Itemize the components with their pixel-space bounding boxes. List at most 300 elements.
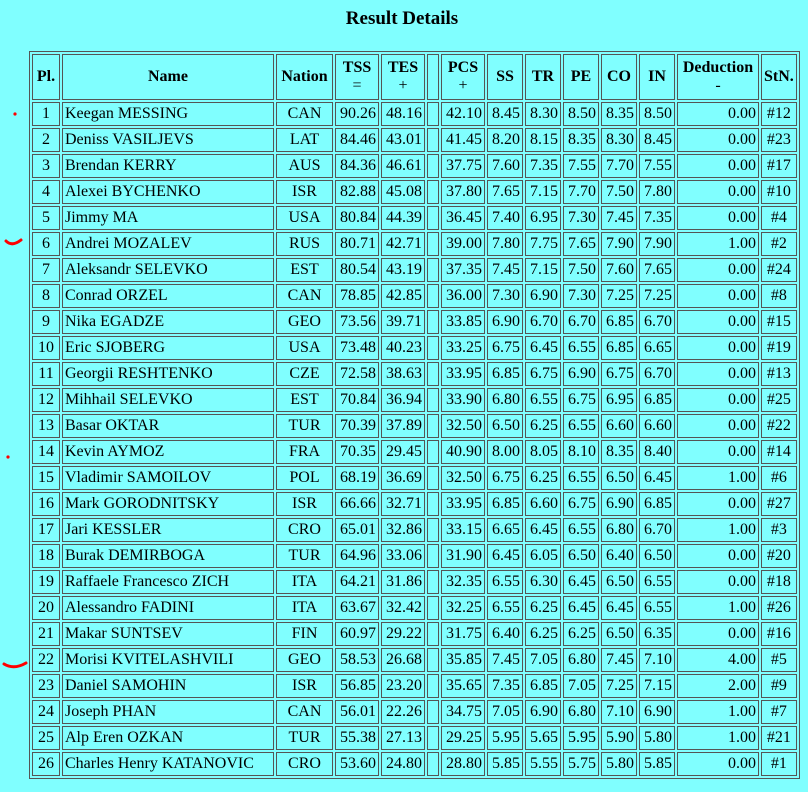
cell-co: 5.80 bbox=[601, 752, 637, 776]
cell-pcs: 35.65 bbox=[441, 674, 485, 698]
cell-pe: 6.90 bbox=[563, 362, 599, 386]
cell-nation: CAN bbox=[276, 102, 333, 126]
cell-stn: #22 bbox=[761, 414, 797, 438]
cell-ded: 1.00 bbox=[677, 700, 759, 724]
cell-tss: 84.46 bbox=[335, 128, 379, 152]
cell-tes: 32.71 bbox=[381, 492, 425, 516]
cell-in: 7.35 bbox=[639, 206, 675, 230]
cell-tr: 5.55 bbox=[525, 752, 561, 776]
cell-ss: 8.45 bbox=[487, 102, 523, 126]
cell-co: 6.50 bbox=[601, 466, 637, 490]
cell-tss: 70.39 bbox=[335, 414, 379, 438]
header-in: IN bbox=[639, 54, 675, 100]
cell-ded: 1.00 bbox=[677, 466, 759, 490]
cell-pcs: 33.85 bbox=[441, 310, 485, 334]
cell-in: 6.70 bbox=[639, 310, 675, 334]
cell-ss: 5.85 bbox=[487, 752, 523, 776]
cell-spacer bbox=[427, 232, 439, 256]
table-row bbox=[32, 570, 797, 594]
cell-tr: 6.95 bbox=[525, 206, 561, 230]
cell-stn: #5 bbox=[761, 648, 797, 672]
cell-nation: ISR bbox=[276, 180, 333, 204]
cell-tss: 72.58 bbox=[335, 362, 379, 386]
cell-ss: 8.00 bbox=[487, 440, 523, 464]
cell-pl: 11 bbox=[32, 362, 60, 386]
cell-ded: 0.00 bbox=[677, 388, 759, 412]
header-deduction bbox=[677, 54, 759, 100]
cell-stn: #23 bbox=[761, 128, 797, 152]
cell-spacer bbox=[427, 336, 439, 360]
table-row bbox=[32, 518, 797, 542]
annotation-dot-2-shape bbox=[6, 455, 9, 458]
cell-nation: CAN bbox=[276, 284, 333, 308]
cell-pcs: 33.25 bbox=[441, 336, 485, 360]
annotation-tick-2-shape bbox=[4, 663, 26, 667]
cell-tr: 6.55 bbox=[525, 388, 561, 412]
cell-name: Raffaele Francesco ZICH bbox=[62, 570, 274, 594]
cell-tr: 6.05 bbox=[525, 544, 561, 568]
cell-nation: EST bbox=[276, 258, 333, 282]
cell-nation: CZE bbox=[276, 362, 333, 386]
cell-co: 8.35 bbox=[601, 102, 637, 126]
cell-name: Charles Henry KATANOVIC bbox=[62, 752, 274, 776]
table-row bbox=[32, 128, 797, 152]
cell-tr: 6.70 bbox=[525, 310, 561, 334]
cell-pl: 3 bbox=[32, 154, 60, 178]
cell-pe: 8.35 bbox=[563, 128, 599, 152]
cell-ded: 2.00 bbox=[677, 674, 759, 698]
cell-spacer bbox=[427, 258, 439, 282]
cell-ss: 7.45 bbox=[487, 648, 523, 672]
cell-pcs: 31.90 bbox=[441, 544, 485, 568]
cell-co: 7.50 bbox=[601, 180, 637, 204]
cell-stn: #26 bbox=[761, 596, 797, 620]
cell-in: 6.85 bbox=[639, 492, 675, 516]
cell-tes: 29.22 bbox=[381, 622, 425, 646]
cell-in: 8.40 bbox=[639, 440, 675, 464]
header-deduction-sub: - bbox=[715, 77, 721, 94]
cell-stn: #12 bbox=[761, 102, 797, 126]
cell-stn: #18 bbox=[761, 570, 797, 594]
table-row bbox=[32, 622, 797, 646]
table-row bbox=[32, 206, 797, 230]
cell-ded: 0.00 bbox=[677, 362, 759, 386]
cell-nation: TUR bbox=[276, 544, 333, 568]
cell-name: Jimmy MA bbox=[62, 206, 274, 230]
cell-tr: 6.25 bbox=[525, 596, 561, 620]
cell-tr: 6.85 bbox=[525, 674, 561, 698]
header-deduction-label: Deduction bbox=[682, 59, 754, 76]
cell-ss: 5.95 bbox=[487, 726, 523, 750]
cell-spacer bbox=[427, 206, 439, 230]
cell-nation: GEO bbox=[276, 648, 333, 672]
cell-ss: 6.75 bbox=[487, 336, 523, 360]
cell-name: Alexei BYCHENKO bbox=[62, 180, 274, 204]
cell-stn: #24 bbox=[761, 258, 797, 282]
table-row bbox=[32, 362, 797, 386]
cell-pcs: 40.90 bbox=[441, 440, 485, 464]
cell-ss: 6.50 bbox=[487, 414, 523, 438]
cell-pl: 23 bbox=[32, 674, 60, 698]
cell-ded: 0.00 bbox=[677, 622, 759, 646]
header-tr: TR bbox=[525, 54, 561, 100]
cell-spacer bbox=[427, 726, 439, 750]
cell-spacer bbox=[427, 128, 439, 152]
cell-pe: 6.70 bbox=[563, 310, 599, 334]
cell-pe: 7.55 bbox=[563, 154, 599, 178]
cell-spacer bbox=[427, 700, 439, 724]
cell-co: 6.40 bbox=[601, 544, 637, 568]
cell-tss: 78.85 bbox=[335, 284, 379, 308]
cell-tss: 58.53 bbox=[335, 648, 379, 672]
cell-spacer bbox=[427, 362, 439, 386]
cell-pl: 24 bbox=[32, 700, 60, 724]
cell-tes: 26.68 bbox=[381, 648, 425, 672]
cell-spacer bbox=[427, 752, 439, 776]
cell-name: Kevin AYMOZ bbox=[62, 440, 274, 464]
cell-pl: 5 bbox=[32, 206, 60, 230]
cell-nation: USA bbox=[276, 206, 333, 230]
cell-pcs: 35.85 bbox=[441, 648, 485, 672]
cell-stn: #17 bbox=[761, 154, 797, 178]
cell-pcs: 33.95 bbox=[441, 362, 485, 386]
header-tes-label: TES bbox=[387, 59, 419, 76]
cell-spacer bbox=[427, 284, 439, 308]
cell-pe: 6.45 bbox=[563, 570, 599, 594]
cell-in: 6.45 bbox=[639, 466, 675, 490]
cell-tss: 55.38 bbox=[335, 726, 379, 750]
cell-pcs: 39.00 bbox=[441, 232, 485, 256]
cell-stn: #13 bbox=[761, 362, 797, 386]
cell-nation: LAT bbox=[276, 128, 333, 152]
header-stn: StN. bbox=[761, 54, 797, 100]
cell-nation: AUS bbox=[276, 154, 333, 178]
annotation-tick-1-shape bbox=[6, 240, 21, 244]
cell-ss: 7.45 bbox=[487, 258, 523, 282]
cell-tss: 84.36 bbox=[335, 154, 379, 178]
cell-pcs: 33.90 bbox=[441, 388, 485, 412]
cell-pcs: 42.10 bbox=[441, 102, 485, 126]
cell-tss: 56.01 bbox=[335, 700, 379, 724]
cell-pe: 7.70 bbox=[563, 180, 599, 204]
cell-co: 7.90 bbox=[601, 232, 637, 256]
cell-pl: 21 bbox=[32, 622, 60, 646]
cell-in: 7.15 bbox=[639, 674, 675, 698]
cell-co: 6.50 bbox=[601, 570, 637, 594]
cell-tes: 37.89 bbox=[381, 414, 425, 438]
cell-pl: 25 bbox=[32, 726, 60, 750]
cell-tss: 82.88 bbox=[335, 180, 379, 204]
cell-ss: 7.35 bbox=[487, 674, 523, 698]
cell-nation: ITA bbox=[276, 596, 333, 620]
annotation-tick-1 bbox=[4, 236, 24, 250]
cell-pcs: 36.00 bbox=[441, 284, 485, 308]
cell-spacer bbox=[427, 414, 439, 438]
cell-nation: USA bbox=[276, 336, 333, 360]
cell-spacer bbox=[427, 648, 439, 672]
cell-pl: 7 bbox=[32, 258, 60, 282]
cell-name: Andrei MOZALEV bbox=[62, 232, 274, 256]
cell-tss: 65.01 bbox=[335, 518, 379, 542]
cell-spacer bbox=[427, 518, 439, 542]
cell-pe: 7.05 bbox=[563, 674, 599, 698]
cell-nation: CRO bbox=[276, 518, 333, 542]
cell-pl: 4 bbox=[32, 180, 60, 204]
cell-co: 6.60 bbox=[601, 414, 637, 438]
cell-tr: 5.65 bbox=[525, 726, 561, 750]
cell-tr: 8.15 bbox=[525, 128, 561, 152]
cell-ss: 6.85 bbox=[487, 362, 523, 386]
cell-ss: 7.65 bbox=[487, 180, 523, 204]
cell-pl: 20 bbox=[32, 596, 60, 620]
cell-in: 7.55 bbox=[639, 154, 675, 178]
cell-tes: 38.63 bbox=[381, 362, 425, 386]
header-tes bbox=[381, 54, 425, 100]
cell-tes: 23.20 bbox=[381, 674, 425, 698]
cell-in: 7.25 bbox=[639, 284, 675, 308]
cell-tes: 24.80 bbox=[381, 752, 425, 776]
cell-name: Alp Eren OZKAN bbox=[62, 726, 274, 750]
cell-spacer bbox=[427, 674, 439, 698]
cell-pe: 6.75 bbox=[563, 492, 599, 516]
cell-tr: 7.05 bbox=[525, 648, 561, 672]
cell-tes: 22.26 bbox=[381, 700, 425, 724]
cell-pcs: 32.50 bbox=[441, 466, 485, 490]
cell-stn: #25 bbox=[761, 388, 797, 412]
cell-nation: RUS bbox=[276, 232, 333, 256]
cell-spacer bbox=[427, 570, 439, 594]
cell-in: 7.10 bbox=[639, 648, 675, 672]
cell-pl: 12 bbox=[32, 388, 60, 412]
table-row bbox=[32, 310, 797, 334]
annotation-tick-2 bbox=[2, 658, 28, 672]
table-row bbox=[32, 674, 797, 698]
table-row bbox=[32, 752, 797, 776]
cell-spacer bbox=[427, 466, 439, 490]
cell-in: 8.50 bbox=[639, 102, 675, 126]
cell-name: Nika EGADZE bbox=[62, 310, 274, 334]
table-row bbox=[32, 726, 797, 750]
cell-name: Mark GORODNITSKY bbox=[62, 492, 274, 516]
cell-spacer bbox=[427, 440, 439, 464]
cell-nation: EST bbox=[276, 388, 333, 412]
cell-co: 7.60 bbox=[601, 258, 637, 282]
cell-stn: #9 bbox=[761, 674, 797, 698]
cell-name: Makar SUNTSEV bbox=[62, 622, 274, 646]
cell-tes: 32.86 bbox=[381, 518, 425, 542]
cell-co: 6.50 bbox=[601, 622, 637, 646]
cell-spacer bbox=[427, 154, 439, 178]
cell-pe: 6.25 bbox=[563, 622, 599, 646]
cell-co: 7.10 bbox=[601, 700, 637, 724]
cell-tes: 27.13 bbox=[381, 726, 425, 750]
cell-spacer bbox=[427, 544, 439, 568]
table-row bbox=[32, 440, 797, 464]
cell-name: Joseph PHAN bbox=[62, 700, 274, 724]
cell-nation: CAN bbox=[276, 700, 333, 724]
cell-in: 6.65 bbox=[639, 336, 675, 360]
cell-stn: #20 bbox=[761, 544, 797, 568]
cell-tes: 42.71 bbox=[381, 232, 425, 256]
annotation-dot-1 bbox=[12, 111, 18, 117]
cell-name: Burak DEMIRBOGA bbox=[62, 544, 274, 568]
cell-tes: 44.39 bbox=[381, 206, 425, 230]
cell-tes: 46.61 bbox=[381, 154, 425, 178]
cell-nation: ISR bbox=[276, 492, 333, 516]
cell-stn: #6 bbox=[761, 466, 797, 490]
cell-ded: 0.00 bbox=[677, 544, 759, 568]
cell-ss: 6.80 bbox=[487, 388, 523, 412]
cell-pl: 6 bbox=[32, 232, 60, 256]
cell-tr: 6.25 bbox=[525, 414, 561, 438]
cell-in: 6.60 bbox=[639, 414, 675, 438]
cell-tes: 42.85 bbox=[381, 284, 425, 308]
cell-nation: CRO bbox=[276, 752, 333, 776]
cell-spacer bbox=[427, 102, 439, 126]
cell-stn: #21 bbox=[761, 726, 797, 750]
cell-spacer bbox=[427, 180, 439, 204]
cell-in: 7.80 bbox=[639, 180, 675, 204]
cell-ss: 6.75 bbox=[487, 466, 523, 490]
annotation-dot-2 bbox=[5, 454, 11, 460]
cell-ss: 7.40 bbox=[487, 206, 523, 230]
cell-tr: 7.35 bbox=[525, 154, 561, 178]
cell-name: Morisi KVITELASHVILI bbox=[62, 648, 274, 672]
cell-tss: 73.56 bbox=[335, 310, 379, 334]
cell-pcs: 33.95 bbox=[441, 492, 485, 516]
cell-co: 5.90 bbox=[601, 726, 637, 750]
cell-pcs: 32.50 bbox=[441, 414, 485, 438]
cell-stn: #14 bbox=[761, 440, 797, 464]
cell-tr: 6.75 bbox=[525, 362, 561, 386]
cell-in: 6.35 bbox=[639, 622, 675, 646]
cell-ss: 6.40 bbox=[487, 622, 523, 646]
cell-nation: ITA bbox=[276, 570, 333, 594]
cell-name: Georgii RESHTENKO bbox=[62, 362, 274, 386]
table-row bbox=[32, 336, 797, 360]
cell-co: 6.75 bbox=[601, 362, 637, 386]
cell-nation: ISR bbox=[276, 674, 333, 698]
cell-tr: 6.30 bbox=[525, 570, 561, 594]
header-pe: PE bbox=[563, 54, 599, 100]
cell-co: 7.45 bbox=[601, 206, 637, 230]
cell-ss: 8.20 bbox=[487, 128, 523, 152]
cell-tss: 70.35 bbox=[335, 440, 379, 464]
cell-tr: 6.60 bbox=[525, 492, 561, 516]
cell-pcs: 34.75 bbox=[441, 700, 485, 724]
cell-tss: 56.85 bbox=[335, 674, 379, 698]
cell-name: Keegan MESSING bbox=[62, 102, 274, 126]
cell-pe: 7.30 bbox=[563, 206, 599, 230]
cell-co: 6.80 bbox=[601, 518, 637, 542]
cell-ded: 1.00 bbox=[677, 596, 759, 620]
cell-tr: 6.45 bbox=[525, 518, 561, 542]
header-pl: Pl. bbox=[32, 54, 60, 100]
cell-tes: 32.42 bbox=[381, 596, 425, 620]
page-title: Result Details bbox=[345, 8, 459, 29]
cell-stn: #1 bbox=[761, 752, 797, 776]
cell-nation: TUR bbox=[276, 414, 333, 438]
cell-tes: 48.16 bbox=[381, 102, 425, 126]
table-row bbox=[32, 466, 797, 490]
cell-tr: 6.90 bbox=[525, 284, 561, 308]
cell-ss: 6.55 bbox=[487, 570, 523, 594]
cell-in: 6.70 bbox=[639, 518, 675, 542]
cell-name: Deniss VASILJEVS bbox=[62, 128, 274, 152]
cell-tr: 6.25 bbox=[525, 622, 561, 646]
cell-pcs: 33.15 bbox=[441, 518, 485, 542]
cell-pl: 15 bbox=[32, 466, 60, 490]
cell-pe: 6.55 bbox=[563, 336, 599, 360]
header-co: CO bbox=[601, 54, 637, 100]
cell-pl: 16 bbox=[32, 492, 60, 516]
cell-ss: 6.65 bbox=[487, 518, 523, 542]
cell-pcs: 28.80 bbox=[441, 752, 485, 776]
cell-pl: 22 bbox=[32, 648, 60, 672]
cell-in: 5.80 bbox=[639, 726, 675, 750]
cell-spacer bbox=[427, 622, 439, 646]
cell-tss: 68.19 bbox=[335, 466, 379, 490]
cell-name: Conrad ORZEL bbox=[62, 284, 274, 308]
table-row bbox=[32, 284, 797, 308]
cell-tr: 6.45 bbox=[525, 336, 561, 360]
cell-in: 8.45 bbox=[639, 128, 675, 152]
cell-spacer bbox=[427, 310, 439, 334]
cell-tes: 36.94 bbox=[381, 388, 425, 412]
cell-name: Jari KESSLER bbox=[62, 518, 274, 542]
cell-stn: #16 bbox=[761, 622, 797, 646]
cell-ss: 6.45 bbox=[487, 544, 523, 568]
cell-pe: 6.55 bbox=[563, 518, 599, 542]
cell-ded: 1.00 bbox=[677, 232, 759, 256]
cell-in: 6.85 bbox=[639, 388, 675, 412]
cell-ded: 0.00 bbox=[677, 206, 759, 230]
cell-tr: 6.25 bbox=[525, 466, 561, 490]
cell-nation: POL bbox=[276, 466, 333, 490]
cell-tr: 8.30 bbox=[525, 102, 561, 126]
cell-pl: 9 bbox=[32, 310, 60, 334]
table-row bbox=[32, 492, 797, 516]
table-row bbox=[32, 180, 797, 204]
cell-pl: 8 bbox=[32, 284, 60, 308]
cell-ded: 0.00 bbox=[677, 414, 759, 438]
cell-tss: 53.60 bbox=[335, 752, 379, 776]
cell-ss: 7.30 bbox=[487, 284, 523, 308]
cell-stn: #27 bbox=[761, 492, 797, 516]
cell-pcs: 37.35 bbox=[441, 258, 485, 282]
cell-in: 6.55 bbox=[639, 570, 675, 594]
cell-tss: 73.48 bbox=[335, 336, 379, 360]
cell-ded: 0.00 bbox=[677, 284, 759, 308]
cell-pe: 6.80 bbox=[563, 700, 599, 724]
cell-stn: #2 bbox=[761, 232, 797, 256]
cell-pe: 5.75 bbox=[563, 752, 599, 776]
cell-co: 6.45 bbox=[601, 596, 637, 620]
header-pcs-label: PCS bbox=[447, 59, 479, 76]
cell-ded: 0.00 bbox=[677, 258, 759, 282]
cell-spacer bbox=[427, 492, 439, 516]
cell-pe: 6.45 bbox=[563, 596, 599, 620]
cell-ss: 6.90 bbox=[487, 310, 523, 334]
table-row bbox=[32, 232, 797, 256]
cell-nation: TUR bbox=[276, 726, 333, 750]
header-ss: SS bbox=[487, 54, 523, 100]
cell-pe: 6.75 bbox=[563, 388, 599, 412]
cell-name: Vladimir SAMOILOV bbox=[62, 466, 274, 490]
cell-ded: 0.00 bbox=[677, 310, 759, 334]
table-row bbox=[32, 258, 797, 282]
cell-pcs: 37.75 bbox=[441, 154, 485, 178]
